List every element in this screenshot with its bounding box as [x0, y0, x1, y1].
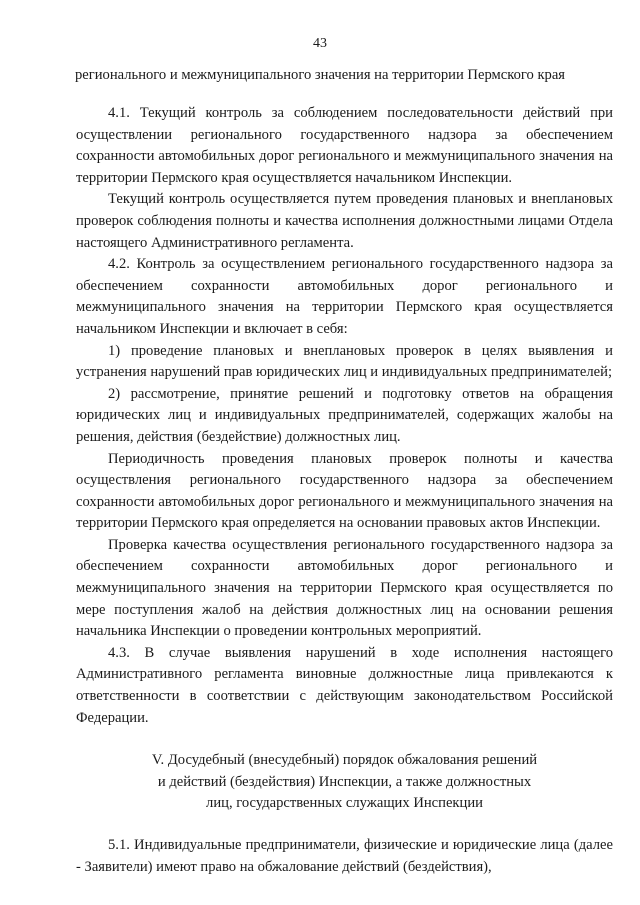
section-heading: [76, 750, 613, 814]
paragraph-current-control: Текущий контроль осуществляется путем проведения плановых и внеплановых проверок соблюдения полноты и качества исполнения должностными лицами Отдела настоящего Административного регламента.: [76, 191, 613, 251]
page-number: 43: [313, 36, 327, 51]
paragraph-4-3: 4.3. В случае выявления нарушений в ходе исполнения настоящего Административного регламента виновные должностные лица привлекаются к ответственности в соответствии с действующим законодательством Российской Федерации.: [76, 644, 613, 726]
section-heading-line: лиц, государственных служащих Инспекции: [206, 795, 483, 812]
paragraph-5-1: 5.1. Индивидуальные предприниматели, физические и юридические лица (далее - Заявители) имеют право на обжалование действий (бездействия),: [76, 837, 613, 876]
section-heading-line: и действий (бездействия) Инспекции, а также должностных: [157, 773, 532, 790]
paragraph-quality-check: Проверка качества осуществления регионального государственного надзора за обеспечением сохранности автомобильных дорог регионального и межмуниципального значения на территории Пермского края осуществляется по мере поступления жалоб на действия должностных лиц на основании решения начальника Инспекции о проведении контрольных мероприятий.: [76, 536, 613, 640]
list-item-2: 2) рассмотрение, принятие решений и подготовку ответов на обращения юридических лиц и индивидуальных предпринимателей, содержащих жалобы на решения, действия (бездействие) должностных лиц.: [76, 385, 613, 445]
section-heading-line: V. Досудебный (внесудебный) порядок обжалования решений: [151, 752, 538, 769]
paragraph-4-1: 4.1. Текущий контроль за соблюдением последовательности действий при осуществлении регионального государственного надзора за обеспечением сохранности автомобильных дорог регионального и межмуниципального значения на территории Пермского края осуществляется начальником Инспекции.: [76, 105, 613, 186]
list-item-1: 1) проведение плановых и внеплановых проверок в целях выявления и устранения нарушений прав юридических лиц и индивидуальных предпринимателей;: [76, 342, 613, 381]
body-text: [76, 103, 613, 879]
continuation-line: регионального и межмуниципального значения на территории Пермского края: [74, 67, 566, 83]
paragraph-periodicity: Периодичность проведения плановых проверок полноты и качества осуществления регионального государственного надзора за обеспечением сохранности автомобильных дорог регионального и межмуниципального значения на территории Пермского края определяется на основании правовых актов Инспекции.: [76, 450, 613, 532]
paragraph-4-2: 4.2. Контроль за осуществлением регионального государственного надзора за обеспечением сохранности автомобильных дорог регионального и межмуниципального значения на территории Пермского края осуществляется начальником Инспекции и включает в себя:: [76, 256, 613, 337]
